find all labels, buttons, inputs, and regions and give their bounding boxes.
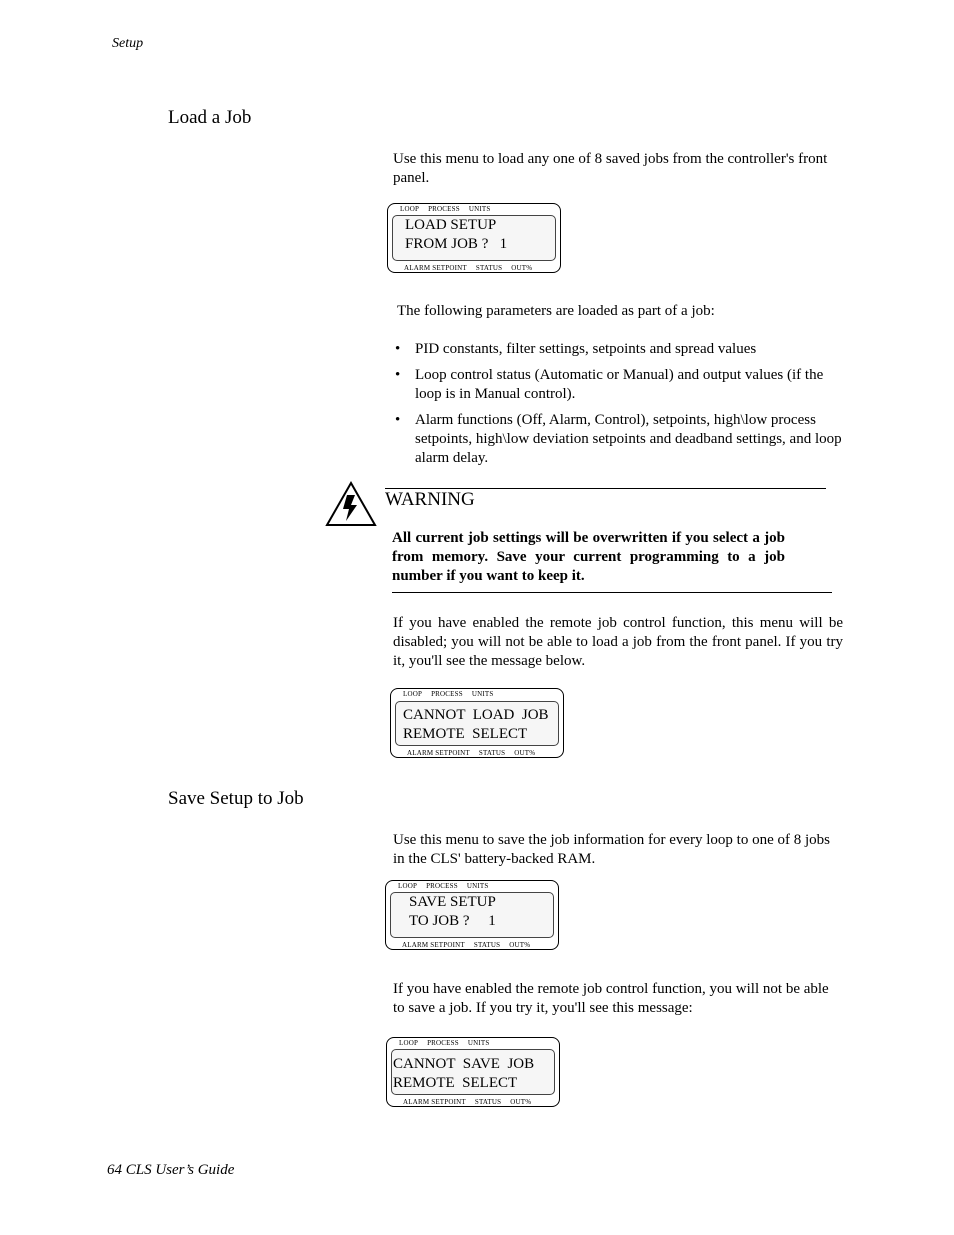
page-footer: 64 CLS User’s Guide [107,1162,235,1178]
load-job-heading: Load a Job [168,107,252,128]
load-remote-note: If you have enabled the remote job control function, this menu will be disabled; you will not be able to load a job from the front panel. If you try it, you'll see the message below. [393,615,843,669]
bullet-icon: • [395,341,401,357]
lcd-label-units: UNITS [467,1039,490,1047]
bullet-text: PID constants, filter settings, setpoints and spread values [415,341,757,357]
lcd-label-status: STATUS [473,941,501,949]
lcd-top-labels [398,882,497,890]
lcd-label-loop: LOOP [400,205,420,213]
lcd-save-setup [385,880,559,950]
lcd-label-units: UNITS [471,690,494,698]
list-item [393,366,843,404]
lcd-line-2: FROM JOB ? 1 [405,236,508,252]
bullet-icon: • [395,367,401,383]
lcd-bottom-labels [407,749,544,757]
lcd-label-units: UNITS [466,882,489,890]
lcd-top-labels [400,205,499,213]
lcd-bottom-labels [403,1098,540,1106]
lcd-line-2: REMOTE SELECT [393,1075,518,1091]
lcd-line-1: SAVE SETUP [409,894,496,910]
lcd-label-status: STATUS [474,1098,502,1106]
lcd-label-alarm-setpoint: ALARM SETPOINT [402,941,465,949]
lcd-label-units: UNITS [468,205,491,213]
lcd-label-process: PROCESS [431,690,463,698]
lcd-top-labels [403,690,502,698]
lcd-label-status: STATUS [478,749,506,757]
lcd-line-2: REMOTE SELECT [403,726,528,742]
lcd-line-2: TO JOB ? 1 [409,913,496,929]
params-intro: The following parameters are loaded as part of a job: [397,303,715,319]
bullet-text: Alarm functions (Off, Alarm, Control), setpoints, high\low process setpoints, high\low deviation setpoints and deadband settings, and loop alarm delay. [415,412,842,466]
warning-title: WARNING [385,489,475,510]
lcd-cannot-save [386,1037,560,1107]
lcd-screen [395,701,559,746]
lcd-label-loop: LOOP [403,690,423,698]
lcd-label-status: STATUS [475,264,503,272]
lightning-warning-icon [325,481,377,527]
lcd-label-out: OUT% [511,264,533,272]
list-item [393,411,843,468]
warning-text: All current job settings will be overwritten if you select a job from memory. Save your current programming to a job number if you want to keep it. [392,530,785,584]
params-list [393,340,843,475]
load-job-intro: Use this menu to load any one of 8 saved jobs from the controller's front panel. [393,151,828,186]
lcd-label-loop: LOOP [399,1039,419,1047]
lcd-screen [390,892,554,938]
warning-bottom-rule [392,592,832,593]
lcd-line-1: CANNOT SAVE JOB [393,1056,535,1072]
running-header: Setup [112,36,144,51]
lcd-screen [391,1049,555,1095]
lcd-label-process: PROCESS [427,1039,459,1047]
lcd-load-setup [387,203,561,273]
lcd-cannot-load [390,688,564,758]
save-remote-note: If you have enabled the remote job control function, you will not be able to save a job. If you try it, you'll see this message: [393,981,829,1016]
lcd-screen [392,215,556,261]
lcd-label-loop: LOOP [398,882,418,890]
lcd-label-out: OUT% [514,749,536,757]
lcd-line-1: LOAD SETUP [405,217,497,233]
bullet-text: Loop control status (Automatic or Manual) and output values (if the loop is in Manual control). [415,367,824,402]
lcd-line-1: CANNOT LOAD JOB [403,707,549,723]
lcd-bottom-labels [402,941,539,949]
lcd-label-alarm-setpoint: ALARM SETPOINT [404,264,467,272]
lcd-label-alarm-setpoint: ALARM SETPOINT [407,749,470,757]
lcd-label-out: OUT% [510,1098,532,1106]
lcd-label-process: PROCESS [428,205,460,213]
bullet-icon: • [395,412,401,428]
lcd-label-process: PROCESS [426,882,458,890]
list-item [393,340,843,359]
lcd-label-alarm-setpoint: ALARM SETPOINT [403,1098,466,1106]
lcd-label-out: OUT% [509,941,531,949]
save-job-intro: Use this menu to save the job information for every loop to one of 8 jobs in the CLS' battery-backed RAM. [393,832,830,867]
save-job-heading: Save Setup to Job [168,788,304,809]
lcd-top-labels [399,1039,498,1047]
lcd-bottom-labels [404,264,541,272]
